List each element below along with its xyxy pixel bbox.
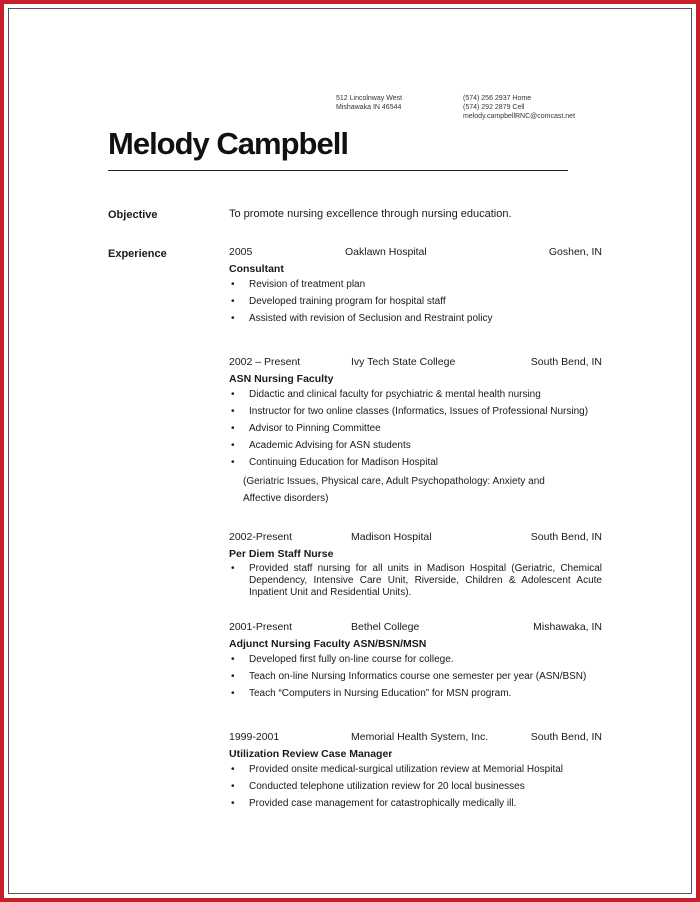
job-title: Adjunct Nursing Faculty ASN/BSN/MSN [229,638,427,650]
job-location: South Bend, IN [530,731,602,743]
duty-item [229,422,602,435]
bullet-icon: • [231,671,235,682]
job-employer: Bethel College [351,621,420,633]
duty-text: Conducted telephone utilization review for 20 local businesses [249,781,525,792]
job-location: South Bend, IN [530,531,602,543]
objective-text: To promote nursing excellence through nursing education. [229,208,512,220]
job-employer: Memorial Health System, Inc. [351,731,489,743]
email: melody.campbellRNC@comcast.net [463,113,576,120]
job-header [229,731,602,745]
duty-item [229,563,602,599]
duty-text: Provided staff nursing for all units in Madison Hospital (Geriatric, Chemical Dependency, Intensive Care Unit, Riverside, Children & Adolescent Acute Inpatient Unit and Residential Units). [249,563,602,598]
bullet-icon: • [231,423,235,434]
duty-text: Developed first fully on-line course for college. [249,654,454,665]
bullet-icon: • [231,781,235,792]
duty-text: Provided onsite medical-surgical utilization review at Memorial Hospital [249,764,564,775]
job-date: 2002 – Present [229,356,301,368]
bullet-icon: • [231,313,235,324]
duty-text: Teach on-line Nursing Informatics course one semester per year (ASN/BSN) [249,671,587,682]
job-duties [229,388,602,469]
duty-text: Revision of treatment plan [249,279,366,290]
duty-note [229,473,602,507]
job-header [229,356,602,370]
job-entry [229,621,602,704]
duty-item [229,405,602,418]
bullet-icon: • [231,296,235,307]
duty-text: Teach “Computers in Nursing Education” for MSN program. [249,688,512,699]
bullet-icon: • [231,279,235,290]
duty-item [229,295,602,308]
job-employer: Oaklawn Hospital [345,246,427,258]
duty-text: Academic Advising for ASN students [249,440,411,451]
job-entry [229,356,602,507]
duty-item [229,687,602,700]
address-line-2: Mishawaka IN 46544 [336,104,402,111]
candidate-name: Melody Campbell [108,126,348,161]
bullet-icon: • [231,406,235,417]
bullet-icon: • [231,764,235,775]
job-duties [229,563,602,599]
job-location: Goshen, IN [548,246,602,258]
job-entry [229,531,602,603]
job-duties [229,278,602,325]
duty-text: Continuing Education for Madison Hospital [249,457,438,468]
duty-text: Advisor to Pinning Committee [249,423,381,434]
duty-item [229,763,602,776]
duty-item [229,780,602,793]
duty-text: Provided case management for catastrophically medically ill. [249,798,517,809]
duty-item [229,670,602,683]
job-title: Consultant [229,263,284,275]
address-line-1: 512 Lincolnway West [336,95,403,102]
cell-phone: (574) 292 2879 Cell [463,104,525,111]
job-employer: Ivy Tech State College [351,356,456,368]
duty-item [229,797,602,810]
home-phone: (574) 256 2937 Home [463,95,532,102]
duty-text: Developed training program for hospital staff [249,296,446,307]
bullet-icon: • [231,457,235,468]
bullet-icon: • [231,654,235,665]
job-duties [229,653,602,700]
job-title: Utilization Review Case Manager [229,748,393,760]
job-title: ASN Nursing Faculty [229,373,334,385]
address-block [336,94,402,112]
duty-text: Didactic and clinical faculty for psychiatric & mental health nursing [249,389,541,400]
job-date: 2001-Present [229,621,293,633]
job-header [229,531,602,545]
duty-item [229,388,602,401]
duty-item [229,456,602,469]
job-title: Per Diem Staff Nurse [229,548,334,560]
bullet-icon: • [231,563,235,574]
experience-label: Experience [108,248,167,260]
header-divider [108,170,568,171]
duty-text: Instructor for two online classes (Informatics, Issues of Professional Nursing) [249,406,589,417]
job-date: 2005 [229,246,253,258]
job-location: Mishawaka, IN [533,621,602,633]
duty-text: Assisted with revision of Seclusion and Restraint policy [249,313,493,324]
job-entry [229,246,602,329]
bullet-icon: • [231,440,235,451]
job-date: 2002-Present [229,531,293,543]
job-duties [229,763,602,810]
job-header [229,621,602,635]
duty-item [229,653,602,666]
duty-item [229,278,602,291]
job-employer: Madison Hospital [351,531,432,543]
note-line: Affective disorders) [243,493,329,504]
bullet-icon: • [231,798,235,809]
job-date: 1999-2001 [229,731,280,743]
bullet-icon: • [231,688,235,699]
note-line: (Geriatric Issues, Physical care, Adult Psychopathology: Anxiety and [243,476,545,487]
bullet-icon: • [231,389,235,400]
job-entry [229,731,602,814]
duty-item [229,312,602,325]
phone-email-block [463,94,575,121]
duty-item [229,439,602,452]
objective-label: Objective [108,209,158,221]
job-header [229,246,602,260]
job-location: South Bend, IN [530,356,602,368]
